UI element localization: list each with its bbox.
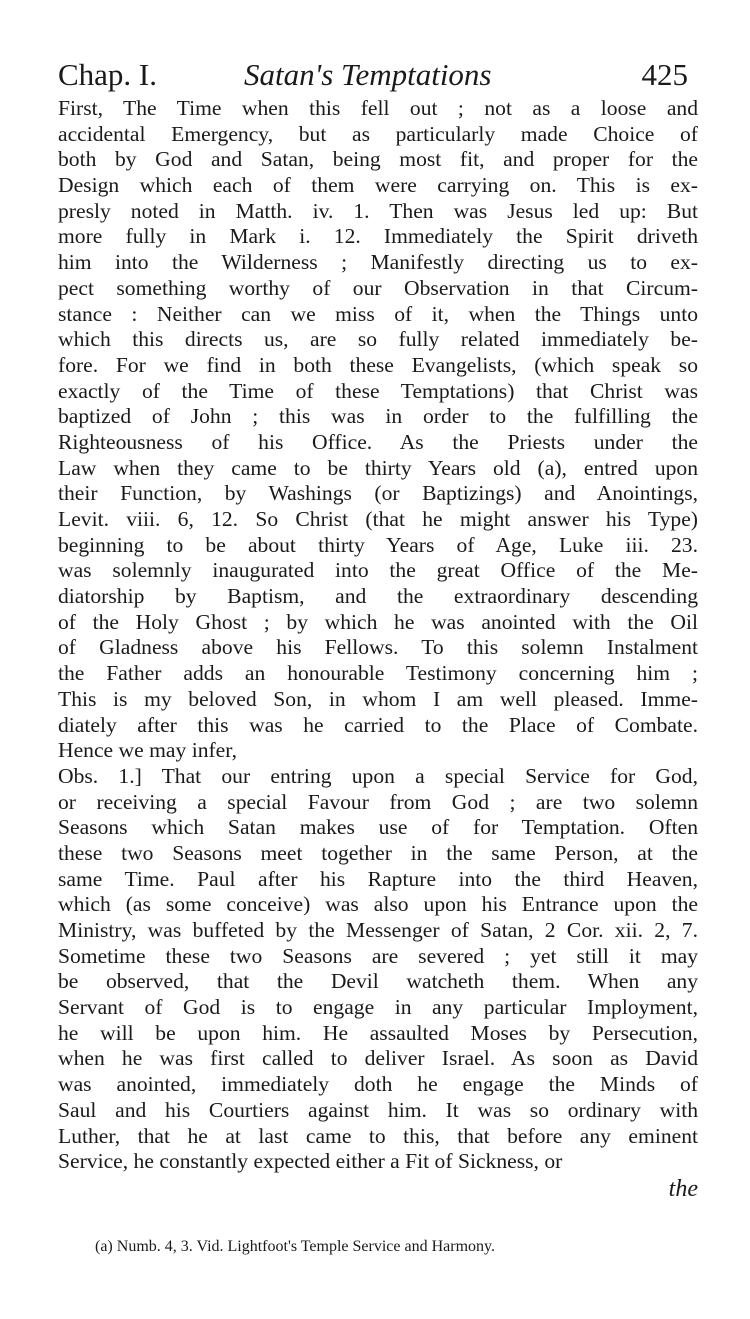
page-number: 425 xyxy=(641,57,688,92)
text-line: presly noted in Matth. iv. 1. Then was Jesus led up: But xyxy=(58,198,698,223)
text-line: Hence we may infer, xyxy=(58,738,237,763)
text-line: these two Seasons meet together in the same Person, at the xyxy=(58,840,698,865)
text-line: or receiving a special Favour from God ; are two solemn xyxy=(58,789,698,814)
text-line: Servant of God is to engage in any particular Imployment, xyxy=(58,995,698,1020)
text-line: Service, he constantly expected either a Fit of Sickness, or xyxy=(58,1149,563,1174)
text-line: This is my beloved Son, in whom I am well pleased. Imme- xyxy=(58,686,698,711)
text-line: beginning to be about thirty Years of Age, Luke iii. 23. xyxy=(58,532,698,557)
text-line: Sometime these two Seasons are severed ; yet still it may xyxy=(58,943,698,968)
running-header xyxy=(58,56,688,94)
footnote: (a) Numb. 4, 3. Vid. Lightfoot's Temple Service and Harmony. xyxy=(95,1238,495,1255)
text-line: be observed, that the Devil watcheth them. When any xyxy=(58,969,698,994)
text-line: Ministry, was buffeted by the Messenger of Satan, 2 Cor. xii. 2, 7. xyxy=(58,918,698,942)
text-line: exactly of the Time of these Temptations) that Christ was xyxy=(58,378,698,403)
text-line: Design which each of them were carrying on. This is ex- xyxy=(58,173,698,198)
text-line: stance : Neither can we miss of it, when the Things unto xyxy=(58,301,698,326)
text-line: same Time. Paul after his Rapture into the third Heaven, xyxy=(58,866,698,891)
text-line: both by God and Satan, being most fit, and proper for the xyxy=(58,147,698,172)
text-line: pect something worthy of our Observation in that Circum- xyxy=(58,275,698,300)
text-line: the Father adds an honourable Testimony concerning him ; xyxy=(58,661,698,686)
text-line: Levit. viii. 6, 12. So Christ (that he might answer his Type) xyxy=(58,507,698,531)
text-line: he will be upon him. He assaulted Moses by Persecution, xyxy=(58,1020,698,1045)
text-line: was solemnly inaugurated into the great Office of the Me- xyxy=(58,558,698,583)
text-line: Law when they came to be thirty Years old (a), entred upon xyxy=(58,455,698,480)
text-line: their Function, by Washings (or Baptizings) and Anointings, xyxy=(58,481,698,506)
text-line: Obs. 1.] That our entring upon a special Service for God, xyxy=(58,763,698,788)
chapter-label: Chap. I. xyxy=(58,57,158,92)
text-line: fore. For we find in both these Evangelists, (which speak so xyxy=(58,352,698,377)
text-line: of the Holy Ghost ; by which he was anointed with the Oil xyxy=(58,609,698,634)
text-line: which this directs us, are so fully related immediately be- xyxy=(58,327,698,352)
text-line: was anointed, immediately doth he engage the Minds of xyxy=(58,1072,698,1097)
text-line: which (as some conceive) was also upon his Entrance upon the xyxy=(58,892,698,917)
text-line: First, The Time when this fell out ; not as a loose and xyxy=(58,96,698,120)
text-line: when he was first called to deliver Israel. As soon as David xyxy=(58,1046,698,1071)
text-line: of Gladness above his Fellows. To this solemn Instalment xyxy=(58,635,698,660)
text-line: him into the Wilderness ; Manifestly directing us to ex- xyxy=(58,250,698,275)
text-line: diately after this was he carried to the Place of Combate. xyxy=(58,712,698,737)
text-line: diatorship by Baptism, and the extraordinary descending xyxy=(58,584,698,609)
text-line: Seasons which Satan makes use of for Temptation. Often xyxy=(58,815,698,840)
text-line: Saul and his Courtiers against him. It was so ordinary with xyxy=(58,1097,698,1122)
catchword: the xyxy=(668,1176,698,1202)
text-line: more fully in Mark i. 12. Immediately the Spirit driveth xyxy=(58,224,698,249)
text-line: accidental Emergency, but as particularly made Choice of xyxy=(58,121,698,146)
text-line: Luther, that he at last came to this, that before any eminent xyxy=(58,1123,698,1148)
body-text xyxy=(58,96,698,1175)
running-title: Satan's Temptations xyxy=(244,57,492,92)
text-line: baptized of John ; this was in order to the fulfilling the xyxy=(58,404,698,429)
text-line: Righteousness of his Office. As the Priests under the xyxy=(58,429,698,454)
